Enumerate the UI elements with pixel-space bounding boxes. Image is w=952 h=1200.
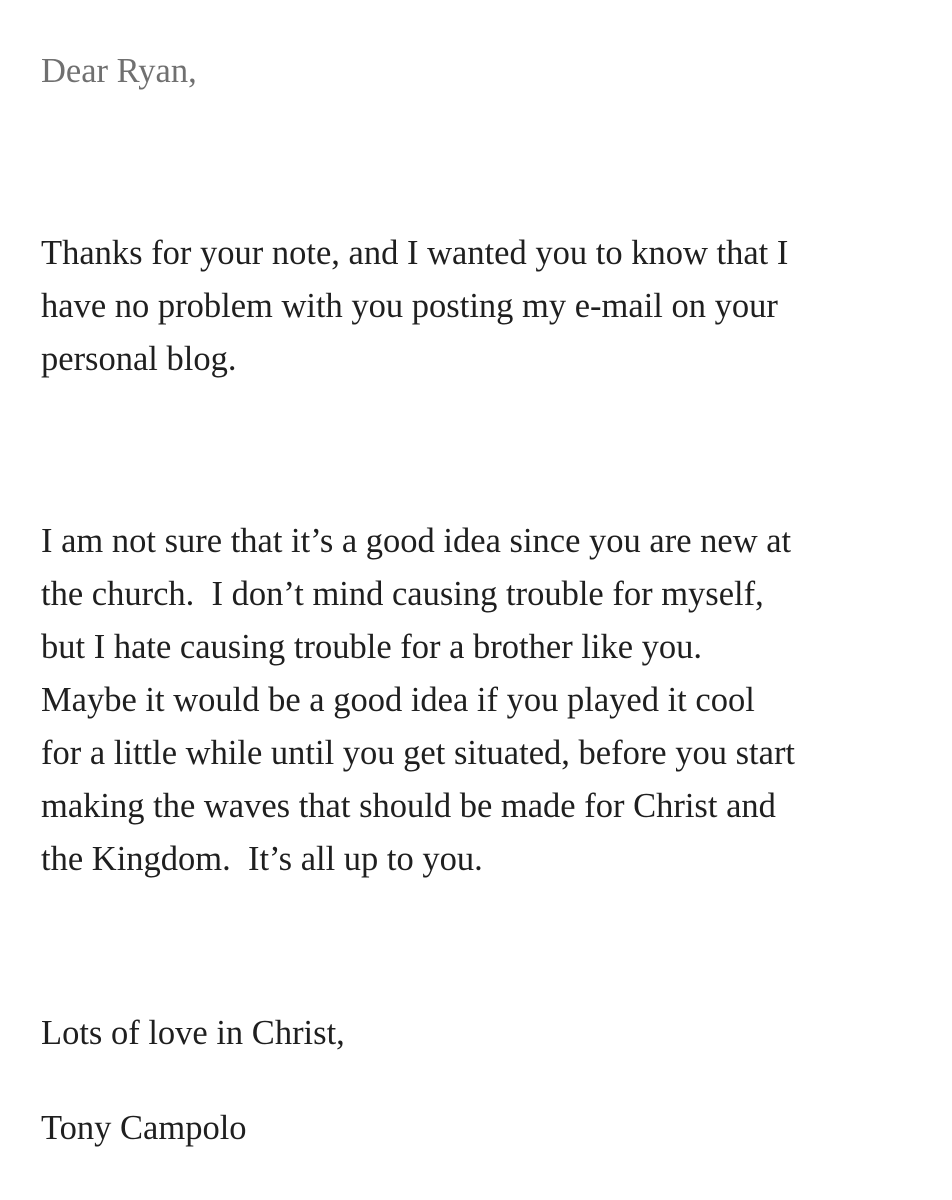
paragraph-2-line-5: for a little while until you get situated, before you start	[41, 734, 796, 772]
paragraph-1-line-1: Thanks for your note, and I wanted you to know that I	[41, 234, 789, 272]
paragraph-1-line-3: personal blog.	[41, 340, 237, 378]
closing: Lots of love in Christ,	[41, 1014, 345, 1052]
paragraph-2-line-7: the Kingdom. It’s all up to you.	[41, 840, 483, 878]
paragraph-2-line-3: but I hate causing trouble for a brother like you.	[41, 628, 703, 666]
paragraph-2-line-1: I am not sure that it’s a good idea since you are new at	[41, 522, 792, 560]
signature: Tony Campolo	[41, 1109, 247, 1147]
paragraph-2-line-2: the church. I don’t mind causing trouble for myself,	[41, 575, 764, 613]
greeting: Dear Ryan,	[41, 52, 197, 90]
paragraph-2-line-6: making the waves that should be made for Christ and	[41, 787, 776, 825]
paragraph-1-line-2: have no problem with you posting my e-mail on your	[41, 287, 778, 325]
paragraph-2-line-4: Maybe it would be a good idea if you played it cool	[41, 681, 755, 719]
